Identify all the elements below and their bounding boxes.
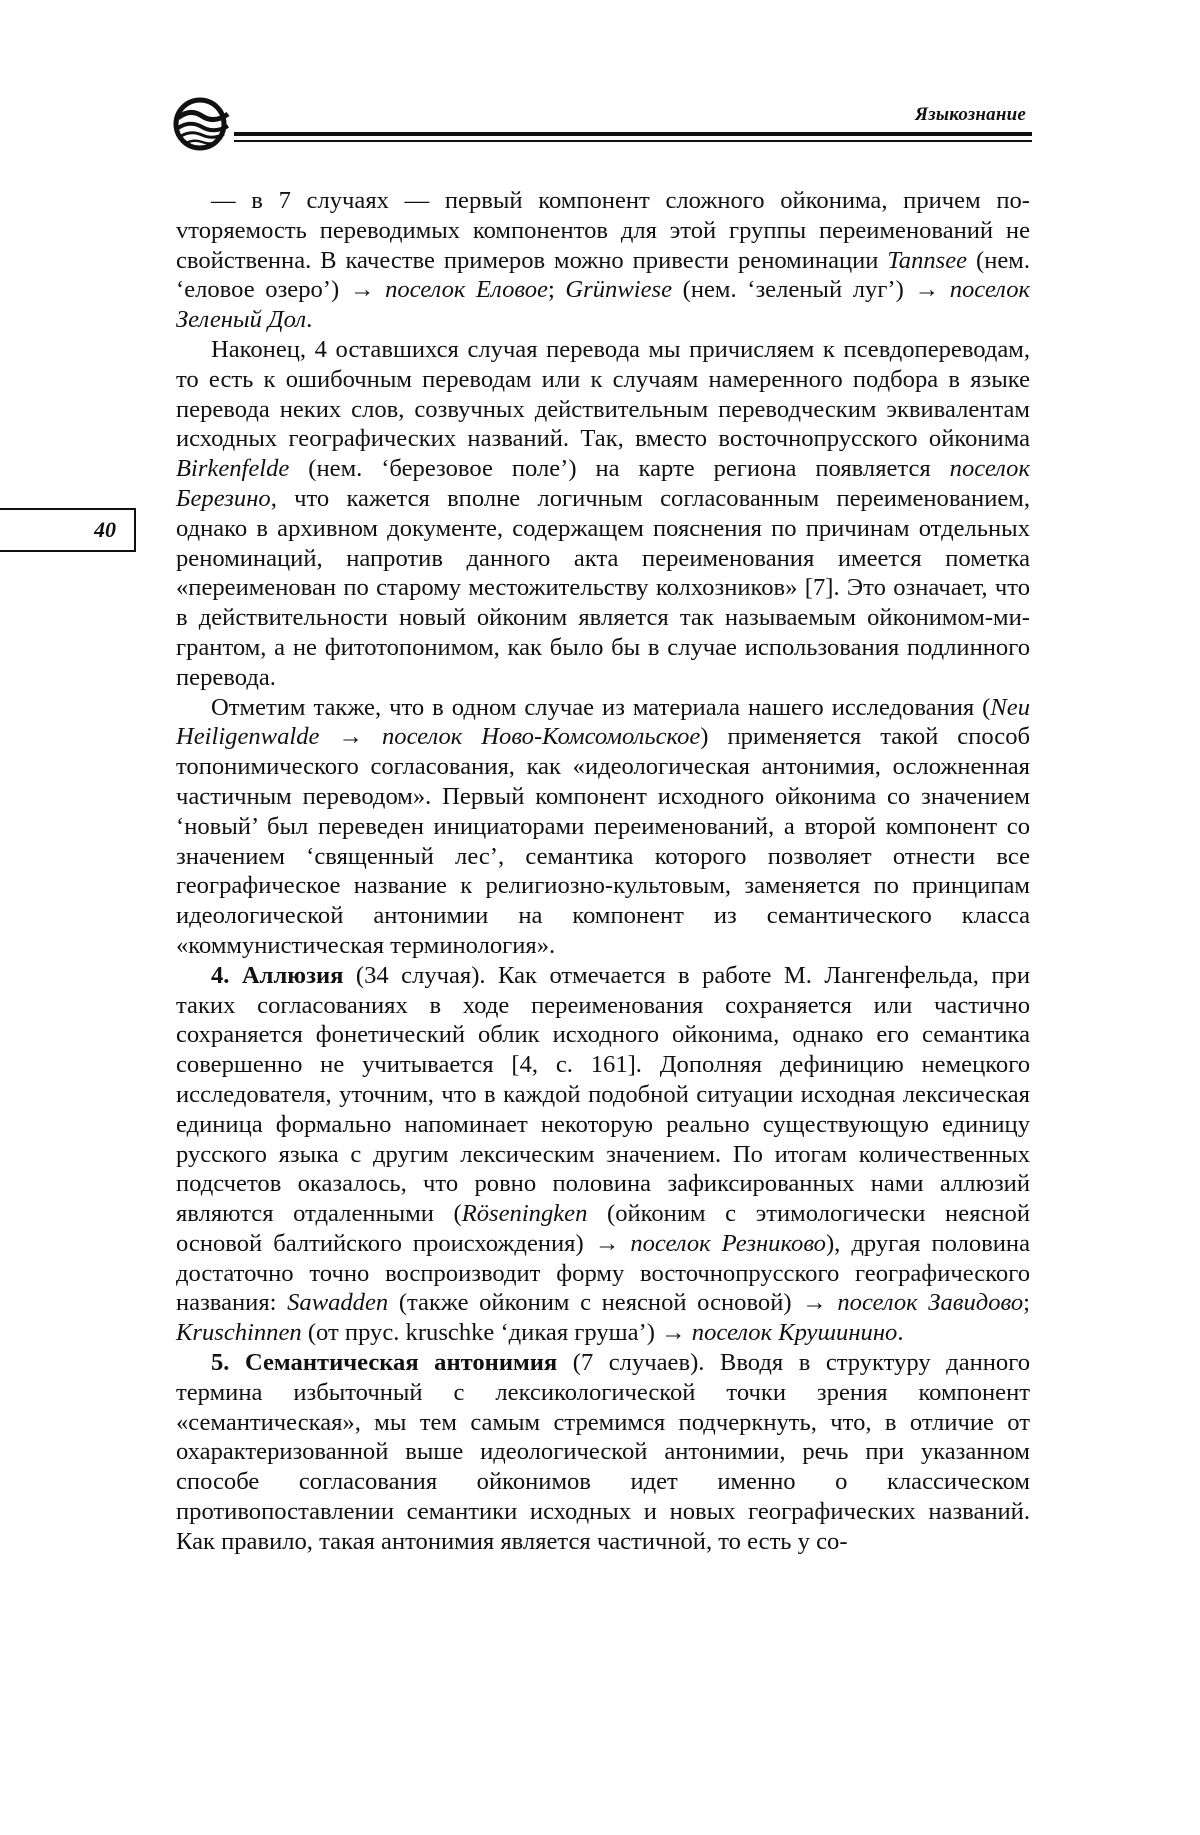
- paragraph: [176, 1348, 1030, 1557]
- italic-run: поселок Еловое: [385, 276, 548, 304]
- text-run: — в 7 случаях — первый компонент сложного ойконима, причем поvторяемость переводимых компонентов для этой группы переименований не свойственна. В качестве примеров можно привести реноминации: [176, 187, 1030, 274]
- text-run: .: [897, 1319, 904, 1347]
- bold-run: 4. Аллюзия: [211, 961, 344, 989]
- text-run: ) применяется такой способ топонимического согласования, как «идеологическая антонимия, осложненная частичным переводом». Первый компонент исходного ойконима со значением ‘новый’ был переведен инициаторами переименований, а второй компонент со значением ‘священный лес’, семантика которого позволяет отнести все географическое название к религиозно-культовым, заменяется по принципам идеологической антонимии на компонент из семантического класса «коммунистическая терминология».: [176, 723, 1030, 959]
- bold-run: 5. Семантическая антонимия: [211, 1349, 558, 1377]
- text-run: (ойконим с этимологически неясной основой балтийского происхождения) →: [176, 1200, 1030, 1257]
- italic-run: Neu Heiligenwalde: [176, 693, 1030, 751]
- text-run: →: [319, 723, 382, 751]
- paragraph: [176, 335, 1030, 693]
- text-run: (также ойконим с неясной основой) →: [388, 1289, 838, 1317]
- text-run: (нем. ‘березовое поле’) на карте региона появляется: [289, 455, 950, 483]
- section-title: Языкознание: [914, 104, 1026, 125]
- paragraph: [176, 186, 1030, 335]
- italic-run: Röseningken: [461, 1200, 588, 1228]
- article-body: [176, 186, 1030, 1557]
- header-rule-thick: [234, 132, 1032, 136]
- header-rule-thin: [234, 140, 1032, 142]
- page-number: 40: [94, 517, 116, 542]
- text-run: , что кажется вполне логичным согласованным переименованием, однако в архивном документе, содержащем пояснения по причинам отдельных реноминаций, напротив данного акта переименования имеется пометка «переименован по старому местожительству колхозников» [7]. Это означает, что в действительности новый ойконим является так называемым ойконимом-мигрантом, а не фитотопонимом, как было бы в случае использования подлинного перевода.: [176, 484, 1030, 691]
- italic-run: Tannsee: [887, 246, 968, 274]
- italic-run: поселок Березино: [176, 455, 1030, 512]
- italic-run: Grünwiese: [565, 276, 672, 304]
- italic-run: поселок Ново-Комсомольское: [381, 723, 701, 751]
- text-run: (нем. ‘еловое озеро’) →: [176, 246, 1030, 304]
- italic-run: Kruschinnen: [176, 1319, 302, 1347]
- text-run: (34 случая). Как отмечается в работе М. Лангенфельда, при таких согласованиях в ходе переименования сохраняется или частично сохраняется фонетический облик исходного ойконима, однако его семантика совершенно не учитывается [4, с. 161]. Дополняя дефиницию немецкого исследователя, уточним, что в каждой подобной ситуации исходная лексическая единица формально напоминает некоторую реально существующую единицу русского языка с другим лексическим значением. По итогам количественных подсчетов оказалось, что ровно половина зафиксированных нами аллюзий являются отдаленными (: [176, 961, 1030, 1228]
- text-run: Наконец, 4 оставшихся случая перевода мы причисляем к псевдопереводам, то есть к ошибочным переводам или к случаям намеренного подбора в языке перевода неких слов, созвучных действительным переводческим эквивалентам исходных географических названий. Так, вместо восточнопрусского ойконима: [176, 335, 1030, 453]
- text-run: (от прус. kruschke ‘дикая груша’) →: [301, 1319, 692, 1347]
- text-run: Отметим также, что в одном случае из материала нашего исследования (: [211, 693, 991, 721]
- text-run: (7 случаев). Вводя в структуру данного термина избыточный с лексикологической точки зрения компонент «семантическая», мы тем самым стремимся подчеркнуть, что, в отличие от охарактеризованной выше идеологической антонимии, речь при указанном способе согласования ойконимов идет именно о классическом противопоставлении семантики исходных и новых географических названий. Как правило, такая антонимия является частичной, то есть у со-: [176, 1349, 1030, 1555]
- text-run: ), другая половина достаточно точно воспроизводит форму восточнопрусского географического названия:: [176, 1229, 1031, 1317]
- italic-run: поселок Резниково: [630, 1229, 826, 1257]
- text-run: .: [306, 306, 313, 334]
- italic-run: поселок Зеленый Дол: [176, 276, 1031, 334]
- italic-run: Sawadden: [287, 1289, 389, 1317]
- text-run: (нем. ‘зеленый луг’) →: [672, 276, 950, 304]
- italic-run: поселок Завидово: [837, 1289, 1024, 1317]
- page-number-tab: [0, 508, 136, 552]
- italic-run: Birkenfelde: [176, 455, 290, 483]
- italic-run: поселок Крушинино: [691, 1319, 898, 1347]
- page-header: [172, 96, 1032, 152]
- paragraph: [176, 693, 1030, 961]
- text-run: ;: [1023, 1289, 1030, 1317]
- text-run: ;: [547, 276, 566, 304]
- wave-circle-logo-icon: [172, 96, 234, 152]
- paragraph: [176, 961, 1030, 1348]
